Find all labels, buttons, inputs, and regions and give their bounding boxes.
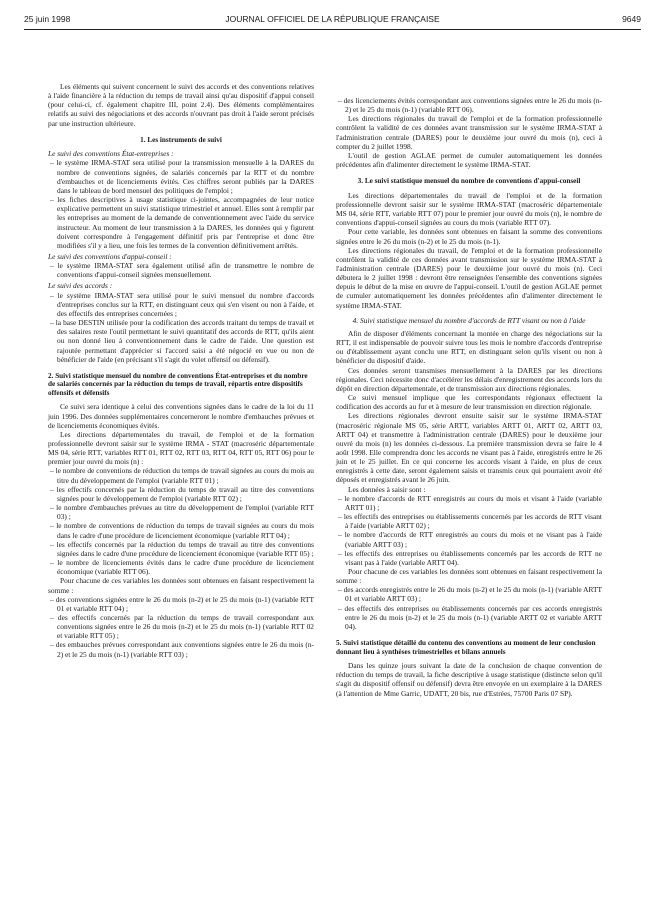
paragraph: Pour chacune de ces variables les données sont obtenues en faisant respectivement la somme :	[48, 576, 314, 595]
list-item: – des conventions signées entre le 26 du mois (n-2) et le 25 du mois (n-1) (variable RTT 01 et variable RTT 04) ;	[48, 595, 314, 613]
list-conventions	[48, 158, 314, 250]
section-1-title: 1. Les instruments de suivi	[140, 135, 222, 144]
list-accords	[48, 291, 314, 364]
list-sums-continued	[336, 96, 602, 114]
list-item: – le nombre de conventions de réduction du temps de travail signées au cours du mois au titre du développement de l'emploi (variable RTT 01) ;	[48, 466, 314, 484]
paragraph: Dans les quinze jours suivant la date de la conclusion de chaque convention de réduction du temps de travail, la fiche descriptive à usage statistique (distincte selon qu'il s'agit du dispositif offensif ou défensif) devra être envoyée en un exemplaire à la DARES (à l'attention de Mme Garric, UDATT, 20 bis, rue d'Estrées, 75700 Paris 07 SP).	[336, 661, 602, 698]
list-item: – le nombre de licenciements évités dans le cadre d'une procédure de licenciement économique (variable RTT 06).	[48, 558, 314, 576]
list-item: – les effectifs des entreprises ou établissements concernés par les accords de RTT ne visant pas à l'aide (variable ARTT 04).	[336, 549, 602, 567]
header-title: JOURNAL OFFICIEL DE LA RÉPUBLIQUE FRANÇAISE	[225, 14, 440, 24]
list-item: – le nombre d'embauches prévues au titre du développement de l'emploi (variable RTT 03) ;	[48, 503, 314, 521]
paragraph: Les directions régionales devront ensuite saisir sur le système IRMA-STAT (macroséric régionale MS 05, série ARTT, variables ARTT 01, ARTT 02, ARTT 03, ARTT 04) et transmettre à l'administration centrale (DARES) pour le deuxième jour ouvré du mois (n) les données ci-dessous. La première transmission devra se faire le 4 août 1998. Elle comprendra donc les accords ne visant pas à l'aide, enregistrés entre le 26 juin et le 25 juillet. En ce qui concerne les accords visant à l'aide, en plus de ceux enregistrés à cette date, seront également saisis et transmis ceux qui pourraient avoir été déposés et enregistrés avant le 26 juin.	[336, 411, 602, 485]
header-rule	[24, 29, 641, 30]
section-4-title: 4. Suivi statistique mensuel du nombre d'accords de RTT visant ou non à l'aide	[352, 315, 586, 325]
list-donnees	[336, 494, 602, 567]
paragraph: Ce suivi mensuel implique que les correspondants régionaux effectuent la codification des accords au fur et à mesure de leur transmission en direction régionale.	[336, 393, 602, 412]
paragraph: L'outil de gestion AGLAE permet de cumuler automatiquement les données précédentes afin d'alimenter directement le système IRMA-STAT.	[336, 150, 602, 170]
list-sums-accords	[336, 585, 602, 631]
subheading-conventions: Le suivi des conventions État-entreprises :	[48, 149, 174, 159]
list-item: – le système IRMA-STAT sera utilisé pour le suivi mensuel du nombre d'accords d'entreprises conclus sur la RTT, en distinguant ceux qui s'en visent ou non à l'aide, et des effectifs des entreprises concernées ;	[48, 291, 314, 318]
list-item: – la base DESTIN utilisée pour la codification des accords traitant du temps de travail et des salaires reste l'outil permettant le suivi quantitatif des accords de RTT, qu'ils aient ou non donné lieu à conventionnement dans le cadre de l'aide. Une question est rajoutée permettant d'apprécier si l'accord saisi a été négocié en vue ou non de bénéficier de l'aide (en précisant s'il s'agit du volet offensif ou défensif).	[48, 318, 314, 364]
paragraph: Afin de disposer d'éléments concernant la montée en charge des négociations sur la RTT, il est indispensable de pouvoir suivre tous les mois le nombre d'accords d'entreprise ou d'établissement ayant conclu une RTT, en distinguant selon qu'ils visent ou non à bénéficier du dispositif d'aide.	[336, 328, 602, 366]
intro-paragraph: Les éléments qui suivent concernent le suivi des accords et des conventions relatives à l'aide financière à la réduction du temps de travail ainsi qu'au dispositif d'appui conseil (pour celui-ci, cf. également chapitre III, point 2.4). Des éléments complémentaires relatifs au suivi des négociations et des accords n'ouvrant pas droit à l'aide seront précisés par une instruction ultérieure.	[48, 82, 314, 128]
section-3-title: 3. Le suivi statistique mensuel du nombre de conventions d'appui-conseil	[357, 177, 581, 186]
list-item: – des licenciements évités correspondant aux conventions signées entre le 26 du mois (n-2) et le 25 du mois (n-1) (variable RTT 06).	[336, 96, 602, 114]
list-item: – le nombre de conventions de réduction du temps de travail signées au cours du mois dans le cadre d'une procédure de licenciement économique (variable RTT 04) ;	[48, 521, 314, 539]
list-item: – des accords enregistrés entre le 26 du mois (n-2) et le 25 du mois (n-1) (variable ARTT 01 et variable ARTT 03) ;	[336, 585, 602, 603]
left-column	[48, 82, 314, 659]
list-item: – des effectifs concernés par la réduction du temps de travail correspondant aux conventions signées entre le 26 du mois (n-2) et le 25 du mois (n-1) (variable RTT 02 et variable RTT 05) ;	[48, 613, 314, 640]
list-item: – des effectifs des entreprises ou établissements concernés par ces accords enregistrés entre le 26 du mois (n-2) et le 25 du mois (n-1) (variable ARTT 02 et variable ARTT 04).	[336, 604, 602, 631]
subheading-appui-conseil: Le suivi des conventions d'appui-conseil :	[48, 252, 172, 261]
list-item: – les effectifs des entreprises ou établissements concernés par les accords de RTT visant à l'aide (variable ARTT 02) ;	[336, 512, 602, 530]
paragraph: Les directions régionales du travail, de l'emploi et de la formation professionnelle contrôlent la validité de ces données avant transmission sur le système IRMA-STAT à l'administration centrale (DARES) pour le deuxième jour ouvré du mois (n). Ceci débutera le 2 juillet 1998 : devront être renseignées l'ensemble des conventions signées depuis le début de la mise en œuvre de l'appui-conseil. L'outil de gestion AGLAE permet de cumuler automatiquement les données précédentes afin d'alimenter directement le système IRMA-STAT.	[336, 245, 602, 310]
list-item: – les effectifs concernés par la réduction du temps de travail au titre des conventions signées dans le cadre d'une procédure de licenciement économique (variable RTT 05) ;	[48, 540, 314, 558]
section-5-title: 5. Suivi statistique détaillé du contenu des conventions au moment de leur conclusion donnant lieu à synthèses trimestrielles et bilans annuels	[336, 639, 596, 656]
subheading-accords: Le suivi des accords :	[48, 281, 113, 291]
paragraph: Les directions départementales du travail de l'emploi et de la formation professionnelle devront saisir sur le système IRMA-STAT (macroséric départementale MS 04, série RTT, variable RTT 07) pour le premier jour ouvré du mois (n), le nombre de conventions d'appui-conseil signées au cours du mois (variable RTT 07).	[336, 190, 602, 228]
section-2-title: 2. Suivi statistique mensuel du nombre de conventions État-entreprises et du nombre de salariés concernés par la réduction du temps de travail, répartis entre dispositifs offensifs et défensifs	[48, 371, 308, 397]
list-item: – le système IRMA-STAT sera également utilisé afin de transmettre le nombre de conventions d'appui-conseil signées mensuellement.	[48, 261, 314, 279]
header-date: 25 juin 1998	[24, 14, 71, 24]
list-item: – les fiches descriptives à usage statistique ci-jointes, accompagnées de leur notice explicative permettent un suivi statistique trimestriel et annuel. Elles sont à remplir par les entreprises au moment de la demande de conventionnement avec l'aide du service instructeur. Au moment de leur transmission à la DARES, les données qui y figurent doivent correspondre à l'engagement définitif pris par l'entreprise et donc être modifiées s'il y a lieu, une fois les termes de la convention définitivement arrêtés.	[48, 195, 314, 250]
list-sums	[48, 595, 314, 659]
paragraph: Pour cette variable, les données sont obtenues en faisant la somme des conventions signées entre le 26 du mois (n-2) et le 25 du mois (n-1).	[336, 227, 602, 246]
paragraph: Les données à saisir sont :	[348, 484, 426, 494]
list-item: – le nombre d'accords de RTT enregistrés au cours du mois et visant à l'aide (variable ARTT 01) ;	[336, 494, 602, 512]
right-column	[336, 96, 602, 698]
paragraph: Ce suivi sera identique à celui des conventions signées dans le cadre de la loi du 11 juin 1996. Des données supplémentaires concerneront le nombre d'embauches prévues et de licenciements économiques évités.	[48, 402, 314, 430]
page-header	[24, 14, 641, 28]
paragraph: Les directions départementales du travail, de l'emploi et de la formation professionnelle devront saisir sur le système IRMA - STAT (macroséric départementale MS 04, série RTT, variables RTT 01, RTT 02, RTT 03, RTT 04, RTT 05, RTT 06) pour le premier jour ouvré du mois (n) :	[48, 429, 314, 467]
list-item: – le système IRMA-STAT sera utilisé pour la transmission mensuelle à la DARES du nombre de conventions signées, de salariés concernés par la RTT et du nombre d'embauches et de licenciements évités. Ces chiffres seront publiés par la DARES dans le tableau de bord mensuel des politiques de l'emploi ;	[48, 158, 314, 195]
header-page-number: 9649	[622, 14, 641, 24]
list-item: – les effectifs concernés par la réduction du temps de travail au titre des conventions signées pour le développement de l'emploi (variable RTT 02) ;	[48, 485, 314, 503]
paragraph: Pour chacune de ces variables les données sont obtenues en faisant respectivement la somme :	[336, 567, 602, 586]
list-appui-conseil	[48, 261, 314, 279]
paragraph: Les directions régionales du travail de l'emploi et de la formation professionnelle contrôlent la validité de ces données avant transmission sur le système IRMA-STAT à l'administration centrale (DARES) pour le deuxième jour ouvré du mois (n), ceci à compter du 2 juillet 1998.	[336, 114, 602, 151]
list-item: – des embauches prévues correspondant aux conventions signées entre le 26 du mois (n-2) et le 25 du mois (n-1) (variable RTT 03) ;	[48, 640, 314, 658]
paragraph: Ces données seront transmises mensuellement à la DARES par les directions régionales. Ceci nécessite donc d'accélérer les délais d'enregistrement des accords lors du dépôt en direction départementale, et de transmission aux directions régionales.	[336, 365, 602, 393]
list-variables	[48, 466, 314, 576]
list-item: – le nombre d'accords de RTT enregistrés au cours du mois et ne visant pas à l'aide (variable ARTT 03) ;	[336, 530, 602, 548]
